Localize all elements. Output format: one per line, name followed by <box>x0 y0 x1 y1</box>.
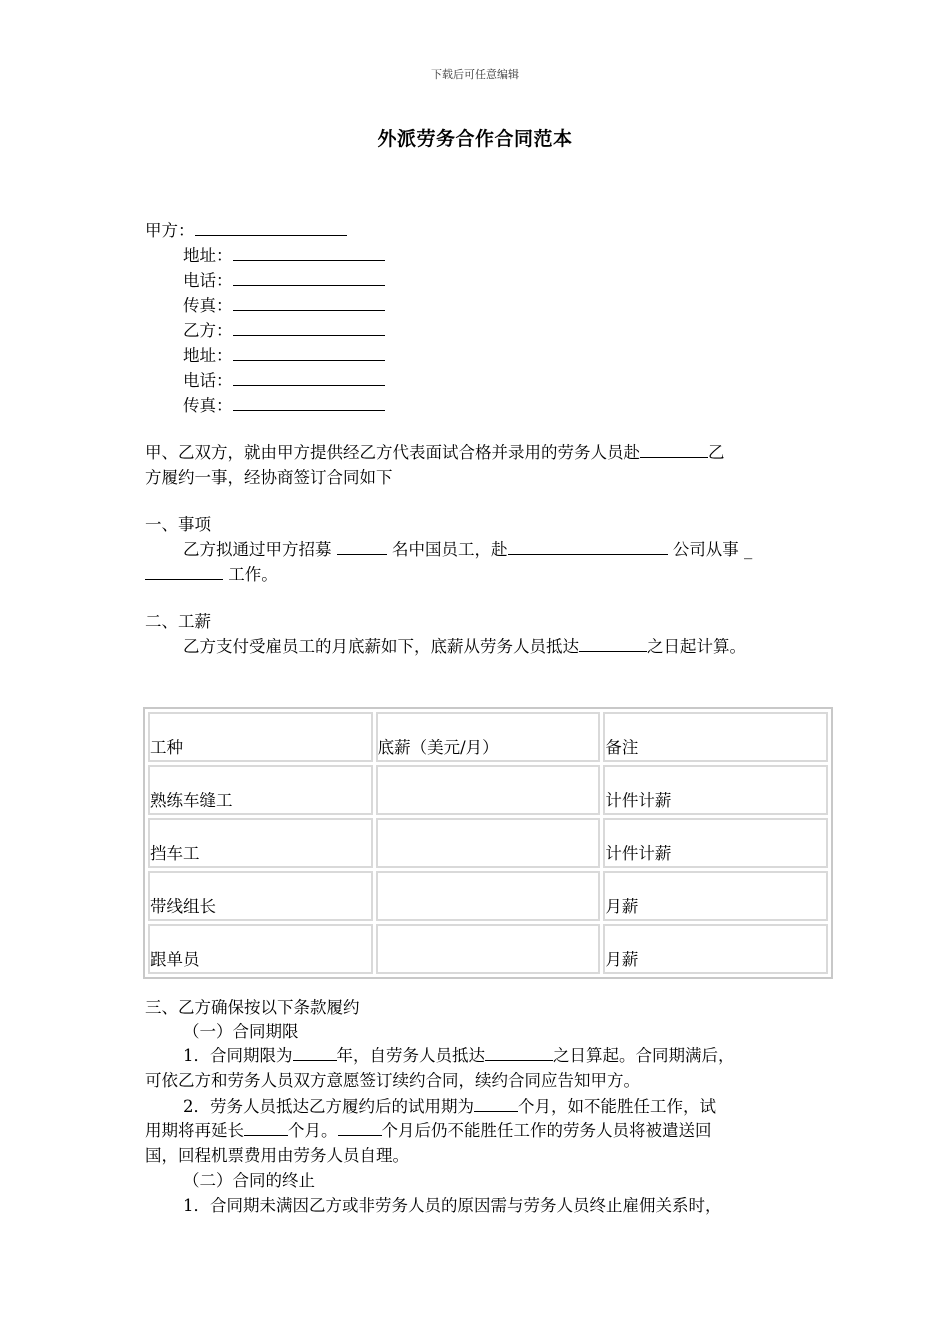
table-cell: 挡车工 <box>148 818 373 868</box>
wage-table <box>143 707 833 979</box>
section1-para-line-2 <box>145 562 278 587</box>
party-b-address-label: 地址： <box>183 346 233 365</box>
table-cell: 跟单员 <box>148 924 373 974</box>
table-header-cell: 备注 <box>603 712 828 762</box>
section1-text-c: 公司从事 _ <box>667 540 753 559</box>
section2-para <box>183 634 746 659</box>
party-a-label: 甲方： <box>145 221 195 240</box>
section3-sub2: （二）合同的终止 <box>183 1171 315 1190</box>
section1-text-a: 乙方拟通过甲方招募 <box>183 540 337 559</box>
section2-text-b: 之日起计算。 <box>647 637 746 656</box>
intro-blank <box>640 440 708 458</box>
party-a-fax-label: 传真： <box>183 296 233 315</box>
party-b-phone-blank <box>233 368 385 386</box>
party-a-address-label: 地址： <box>183 246 233 265</box>
party-b-address-blank <box>233 343 385 361</box>
table-header-row <box>148 712 828 762</box>
table-cell <box>376 818 601 868</box>
table-cell <box>376 765 601 815</box>
section3-item3: 1．合同期未满因乙方或非劳务人员的原因需与劳务人员终止雇佣关系时， <box>183 1196 722 1215</box>
section3-item1-line-2: 可依乙方和劳务人员双方意愿签订续约合同，续约合同应告知甲方。 <box>145 1071 640 1090</box>
item2-text-e: 个月后仍不能胜任工作的劳务人员将被遣送回 <box>381 1121 712 1140</box>
intro-line-1 <box>145 440 725 465</box>
table-cell: 计件计薪 <box>603 818 828 868</box>
section1-heading: 一、事项 <box>145 515 211 534</box>
party-b-blank <box>233 318 385 336</box>
table-row <box>148 924 828 974</box>
table-cell: 月薪 <box>603 924 828 974</box>
item1-text-c: 之日算起。合同期满后， <box>553 1046 735 1065</box>
item2-text-b: 个月，如不能胜任工作，试 <box>518 1097 716 1116</box>
party-b-line <box>183 318 385 343</box>
item2-months-blank <box>474 1094 518 1112</box>
page-header: 下载后可任意编辑 <box>431 68 519 81</box>
section1-company-blank <box>508 537 668 555</box>
table-header-cell: 工种 <box>148 712 373 762</box>
table-row <box>148 765 828 815</box>
party-b-fax-blank <box>233 393 385 411</box>
item2-months2-blank <box>338 1118 382 1136</box>
section2-heading: 二、工薪 <box>145 612 211 631</box>
section3-item1-line-1 <box>183 1043 735 1068</box>
party-b-label: 乙方： <box>183 321 233 340</box>
table-cell: 月薪 <box>603 871 828 921</box>
section3-sub1: （一）合同期限 <box>183 1022 299 1041</box>
section1-work-blank <box>145 562 223 580</box>
party-a-fax-blank <box>233 293 385 311</box>
party-b-fax-line <box>183 393 385 418</box>
item1-years-blank <box>293 1043 337 1061</box>
table-cell <box>376 871 601 921</box>
item2-text-a: 2．劳务人员抵达乙方履约后的试用期为 <box>183 1097 474 1116</box>
section3-heading: 三、乙方确保按以下条款履约 <box>145 998 360 1017</box>
item1-text-a: 1．合同期限为 <box>183 1046 293 1065</box>
table-header-cell: 底薪（美元/月） <box>376 712 601 762</box>
section1-text-d: 工作。 <box>223 565 278 584</box>
table-row <box>148 818 828 868</box>
section1-text-b: 名中国员工，赴 <box>386 540 508 559</box>
table-cell: 带线组长 <box>148 871 373 921</box>
section1-para-line-1 <box>183 537 752 562</box>
section2-date-blank <box>579 634 647 652</box>
item2-text-d: 个月。 <box>288 1121 338 1140</box>
intro-text-1b: 乙 <box>708 443 725 462</box>
item1-date-blank <box>485 1043 553 1061</box>
party-a-fax-line <box>183 293 385 318</box>
item2-text-c: 用期将再延长 <box>145 1121 244 1140</box>
section3-item2-line-2 <box>145 1118 712 1143</box>
party-b-phone-line <box>183 368 385 393</box>
party-a-line <box>145 218 347 243</box>
section3-item2-line-3: 国，回程机票费用由劳务人员自理。 <box>145 1146 409 1165</box>
party-b-fax-label: 传真： <box>183 396 233 415</box>
table-row <box>148 871 828 921</box>
section3-item2-line-1 <box>183 1094 716 1119</box>
intro-text-1a: 甲、乙双方，就由甲方提供经乙方代表面试合格并录用的劳务人员赴 <box>145 443 640 462</box>
section1-count-blank <box>337 537 387 555</box>
item2-extend-blank <box>244 1118 288 1136</box>
intro-line-2: 方履约一事，经协商签订合同如下 <box>145 468 393 487</box>
party-b-address-line <box>183 343 385 368</box>
item1-text-b: 年，自劳务人员抵达 <box>336 1046 485 1065</box>
section2-text-a: 乙方支付受雇员工的月底薪如下，底薪从劳务人员抵达 <box>183 637 579 656</box>
table-cell: 熟练车缝工 <box>148 765 373 815</box>
party-a-blank <box>195 218 347 236</box>
party-b-phone-label: 电话： <box>183 371 233 390</box>
party-a-address-blank <box>233 243 385 261</box>
party-a-phone-blank <box>233 268 385 286</box>
table-cell <box>376 924 601 974</box>
table-cell: 计件计薪 <box>603 765 828 815</box>
party-a-address-line <box>183 243 385 268</box>
party-a-phone-line <box>183 268 385 293</box>
document-title: 外派劳务合作合同范本 <box>377 128 573 150</box>
party-a-phone-label: 电话： <box>183 271 233 290</box>
